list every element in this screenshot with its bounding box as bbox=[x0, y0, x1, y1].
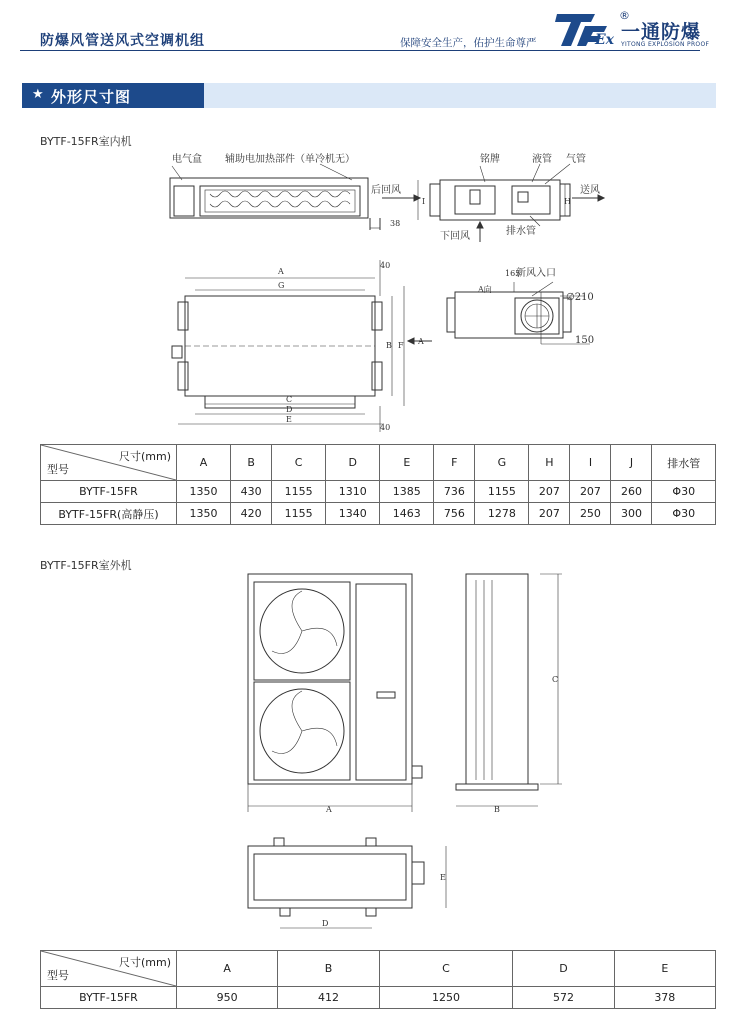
cell: 207 bbox=[570, 481, 611, 503]
cell: 420 bbox=[231, 503, 272, 525]
label-out-dim-a: A bbox=[326, 805, 332, 814]
logo-name: 一通防爆 bbox=[621, 21, 702, 43]
cell: 207 bbox=[529, 503, 570, 525]
svg-text:Ex: Ex bbox=[595, 32, 615, 48]
label-bottom-return: 下回风 bbox=[440, 231, 470, 242]
corner-model-label: 型号 bbox=[47, 969, 69, 982]
label-a-arrow: A bbox=[418, 337, 424, 346]
cell: 1155 bbox=[272, 481, 326, 503]
col-header: C bbox=[272, 445, 326, 481]
corner-size-label: 尺寸(mm) bbox=[118, 450, 171, 463]
row-model: BYTF-15FR bbox=[41, 987, 177, 1009]
registered-mark: ® bbox=[619, 9, 630, 22]
cell: 378 bbox=[614, 987, 715, 1009]
cell: 1250 bbox=[379, 987, 513, 1009]
label-d165: 165 bbox=[505, 269, 521, 278]
table-header-row bbox=[41, 445, 716, 481]
table-header-row bbox=[41, 951, 716, 987]
cell: 572 bbox=[513, 987, 614, 1009]
outdoor-front-view bbox=[248, 574, 422, 812]
col-header: I bbox=[570, 445, 611, 481]
table-corner bbox=[41, 951, 177, 987]
cell: 1155 bbox=[475, 481, 529, 503]
section-title: 外形尺寸图 bbox=[51, 88, 132, 106]
table-row bbox=[41, 503, 716, 525]
label-dim-h: H bbox=[564, 197, 571, 206]
cell: Φ30 bbox=[652, 481, 716, 503]
cell: 1278 bbox=[475, 503, 529, 525]
label-dim-e: E bbox=[286, 415, 292, 424]
outdoor-top-view bbox=[248, 838, 446, 928]
logo-english: YITONG EXPLOSION PROOF bbox=[621, 41, 710, 48]
label-d150: 150 bbox=[575, 335, 595, 346]
label-dim-g: G bbox=[278, 281, 285, 290]
cell: 250 bbox=[570, 503, 611, 525]
label-liquid-pipe: 液管 bbox=[532, 154, 552, 165]
label-out-dim-e: E bbox=[440, 873, 446, 882]
cell: 207 bbox=[529, 481, 570, 503]
col-header: C bbox=[379, 951, 513, 987]
cell: Φ30 bbox=[652, 503, 716, 525]
col-header: B bbox=[278, 951, 379, 987]
outdoor-spec-table bbox=[40, 950, 716, 1009]
corner-size-label: 尺寸(mm) bbox=[118, 956, 171, 969]
label-nameplate: 铭牌 bbox=[480, 154, 500, 165]
cell: 950 bbox=[177, 987, 278, 1009]
label-out-dim-c: C bbox=[552, 675, 559, 684]
label-d40-bottom: 40 bbox=[380, 423, 391, 432]
star-icon: ★ bbox=[32, 87, 44, 102]
label-a-direction: A向 bbox=[478, 285, 492, 294]
label-dim-b: B bbox=[386, 341, 392, 350]
col-header: G bbox=[475, 445, 529, 481]
col-header: D bbox=[513, 951, 614, 987]
label-back-return: 后回风 bbox=[371, 185, 401, 196]
col-header: A bbox=[177, 445, 231, 481]
label-out-dim-b: B bbox=[494, 805, 500, 814]
cell: 736 bbox=[434, 481, 475, 503]
label-diameter: ∅210 bbox=[566, 292, 594, 303]
cell: 1463 bbox=[380, 503, 434, 525]
outdoor-side-view bbox=[456, 574, 562, 806]
col-header: F bbox=[434, 445, 475, 481]
cell: 756 bbox=[434, 503, 475, 525]
table-row bbox=[41, 987, 716, 1009]
cell: 1310 bbox=[326, 481, 380, 503]
row-model: BYTF-15FR bbox=[41, 481, 177, 503]
col-header: D bbox=[326, 445, 380, 481]
label-d38: 38 bbox=[390, 219, 401, 228]
label-dim-i: I bbox=[422, 197, 426, 206]
col-header: H bbox=[529, 445, 570, 481]
slogan: 保障安全生产，佑护生命尊严 bbox=[400, 37, 537, 49]
col-header: J bbox=[611, 445, 652, 481]
indoor-top-view bbox=[172, 260, 432, 432]
col-header: E bbox=[380, 445, 434, 481]
col-header: A bbox=[177, 951, 278, 987]
label-fresh-air: 新风入口 bbox=[516, 268, 556, 279]
label-elec-box: 电气盒 bbox=[172, 154, 202, 165]
outdoor-unit-title: BYTF-15FR室外机 bbox=[40, 559, 132, 572]
label-dim-d: D bbox=[286, 405, 293, 414]
indoor-unit-title: BYTF-15FR室内机 bbox=[40, 135, 132, 148]
indoor-spec-table bbox=[40, 444, 716, 525]
col-header: B bbox=[231, 445, 272, 481]
indoor-side-view bbox=[170, 164, 380, 230]
corner-model-label: 型号 bbox=[47, 463, 69, 476]
label-heater: 辅助电加热部件（单冷机无） bbox=[225, 154, 355, 165]
label-gas-pipe: 气管 bbox=[566, 154, 586, 165]
label-drain: 排水管 bbox=[506, 226, 536, 237]
cell: 260 bbox=[611, 481, 652, 503]
cell: 1155 bbox=[272, 503, 326, 525]
label-dim-c: C bbox=[286, 395, 293, 404]
col-header: E bbox=[614, 951, 715, 987]
table-row bbox=[41, 481, 716, 503]
page-title: 防爆风管送风式空调机组 bbox=[40, 33, 205, 49]
cell: 1385 bbox=[380, 481, 434, 503]
label-dim-a: A bbox=[278, 267, 284, 276]
col-header: 排水管 bbox=[652, 445, 716, 481]
cell: 1340 bbox=[326, 503, 380, 525]
label-supply: 送风 bbox=[580, 185, 600, 196]
label-d40-top: 40 bbox=[380, 261, 391, 270]
table-corner bbox=[41, 445, 177, 481]
label-out-dim-d: D bbox=[322, 919, 329, 928]
cell: 1350 bbox=[177, 481, 231, 503]
cell: 300 bbox=[611, 503, 652, 525]
cell: 412 bbox=[278, 987, 379, 1009]
cell: 1350 bbox=[177, 503, 231, 525]
row-model: BYTF-15FR(高静压) bbox=[41, 503, 177, 525]
label-dim-f: F bbox=[398, 341, 404, 350]
cell: 430 bbox=[231, 481, 272, 503]
